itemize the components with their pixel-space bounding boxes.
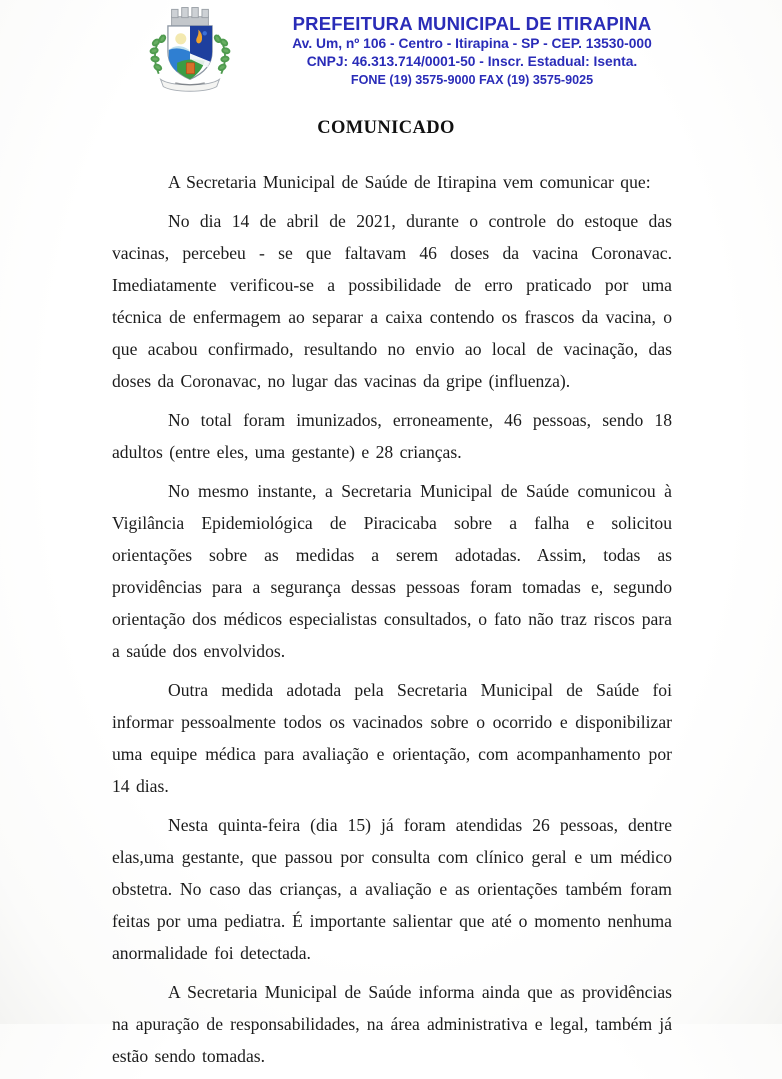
municipal-coat-of-arms-logo xyxy=(141,2,239,94)
org-name: PREFEITURA MUNICIPAL DE ITIRAPINA xyxy=(292,13,652,34)
document-title: COMUNICADO xyxy=(317,118,455,138)
coat-of-arms-icon xyxy=(141,2,239,94)
org-registration: CNPJ: 46.313.714/0001-50 - Inscr. Estadual: Isenta. xyxy=(306,54,638,69)
org-address: Av. Um, nº 106 - Centro - Itirapina - SP - CEP. 13530-000 xyxy=(292,36,652,51)
mural-crown xyxy=(172,8,209,26)
paragraph: Outra medida adotada pela Secretaria Municipal de Saúde foi informar pessoalmente todos os vacinados sobre o ocorrido e disponibilizar uma equipe médica para avaliação e orientação, com acompanhamento por 14 dias. xyxy=(112,680,672,796)
document-body xyxy=(112,166,672,1079)
org-phone: FONE (19) 3575-9000 FAX (19) 3575-9025 xyxy=(350,73,594,87)
ribbon-banner xyxy=(161,79,220,91)
paragraph: No dia 14 de abril de 2021, durante o controle do estoque das vacinas, percebeu - se que faltavam 46 doses da vacina Coronavac. Imediatamente verificou-se a possibilidade de erro praticado por uma técnica de enfermagem ao separar a caixa contendo os frascos da vacina, o que acabou confirmado, resultando no envio ao local de vacinação, das doses da Coronavac, no lugar das vacinas da gripe (influenza). xyxy=(112,211,672,391)
letterhead-text xyxy=(288,13,656,89)
paragraph: A Secretaria Municipal de Saúde de Itirapina vem comunicar que: xyxy=(168,172,651,192)
paragraph: No mesmo instante, a Secretaria Municipal de Saúde comunicou à Vigilância Epidemiológica de Piracicaba sobre a falha e solicitou orientações sobre as medidas a serem adotadas. Assim, todas as providências para a segurança dessas pessoas foram tomadas e, segundo orientação dos médicos especialistas consultados, o fato não traz riscos para a saúde dos envolvidos. xyxy=(112,481,672,661)
paragraph: Nesta quinta-feira (dia 15) já foram atendidas 26 pessoas, dentre elas,uma gestante, que passou por consulta com clínico geral e um médico obstetra. No caso das crianças, a avaliação e as orientações também foram feitas por uma pediatra. É importante salientar que até o momento nenhuma anormalidade foi detectada. xyxy=(112,815,672,963)
paragraph: No total foram imunizados, erroneamente, 46 pessoas, sendo 18 adultos (entre eles, uma gestante) e 28 crianças. xyxy=(112,410,672,462)
paragraph: A Secretaria Municipal de Saúde informa ainda que as providências na apuração de responsabilidades, na área administrativa e legal, também já estão sendo tomadas. xyxy=(112,982,672,1066)
letterhead xyxy=(0,0,782,100)
